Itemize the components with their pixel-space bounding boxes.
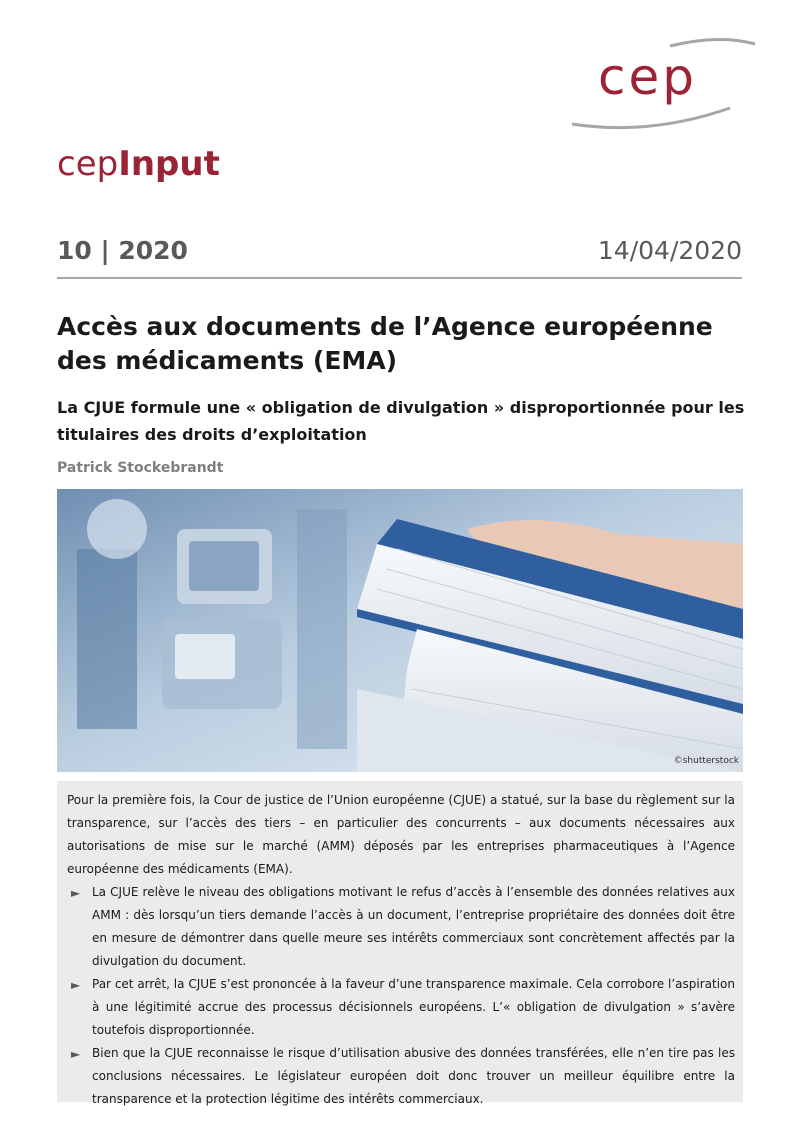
key-point	[67, 973, 735, 1042]
bullet-arrow-icon: ►	[71, 1047, 81, 1061]
key-point	[67, 881, 735, 973]
key-point-text: Bien que la CJUE reconnaisse le risque d’utilisation abusive des données transférées, elle n’en tire pas les conclusions nécessaires. Le législateur européen doit donc trouver un meilleur équilibre entre la transparence et la protection légitime des intérêts commerciaux.	[92, 1046, 735, 1106]
key-point-text: La CJUE relève le niveau des obligations motivant le refus d’accès à l’ensemble des données relatives aux AMM : dès lorsqu’un tiers demande l’accès à un document, l’entreprise propriétaire des données doit être en mesure de démontrer dans quelle meure ses intérêts commerciaux sont concrètement affectés par la divulgation du document.	[92, 885, 735, 968]
summary-box	[57, 781, 743, 1106]
bullet-arrow-icon: ►	[71, 886, 81, 900]
header-divider	[57, 277, 742, 279]
photo-credit: ©shutterstock	[673, 756, 739, 766]
logo-text: cep	[598, 48, 697, 106]
summary-intro: Pour la première fois, la Cour de justice de l’Union européenne (CJUE) a statué, sur la base du règlement sur la transparence, sur l’accès des tiers – en particulier des concurrents – aux documents nécessaires aux autorisations de mise sur le marché (AMM) déposés par les entreprises pharmaceutiques à l’Agence européenne des médicaments (EMA).	[67, 793, 735, 876]
cover-photo	[57, 489, 743, 772]
key-points-list	[67, 881, 735, 1111]
subheadline: La CJUE formule une « obligation de divulgation » disproportionnée pour les titulaires des droits d’exploitation	[57, 398, 745, 444]
key-point	[67, 1042, 735, 1111]
headline: Accès aux documents de l’Agence européenne des médicaments (EMA)	[57, 312, 713, 375]
series-title	[57, 144, 220, 184]
series-name: Input	[118, 144, 220, 184]
issue-number: 10 | 2020	[57, 236, 188, 265]
key-point-text: Par cet arrêt, la CJUE s’est prononcée à la faveur d’une transparence maximale. Cela corrobore l’aspiration à une légitimité accrue des processus décisionnels européens. L’« obligation de divulgation » s’avère toutefois disproportionnée.	[92, 977, 735, 1037]
bullet-arrow-icon: ►	[71, 978, 81, 992]
series-prefix: cep	[57, 144, 119, 184]
author: Patrick Stockebrandt	[57, 460, 224, 476]
books-illustration	[57, 489, 743, 772]
publication-date: 14/04/2020	[597, 236, 742, 265]
